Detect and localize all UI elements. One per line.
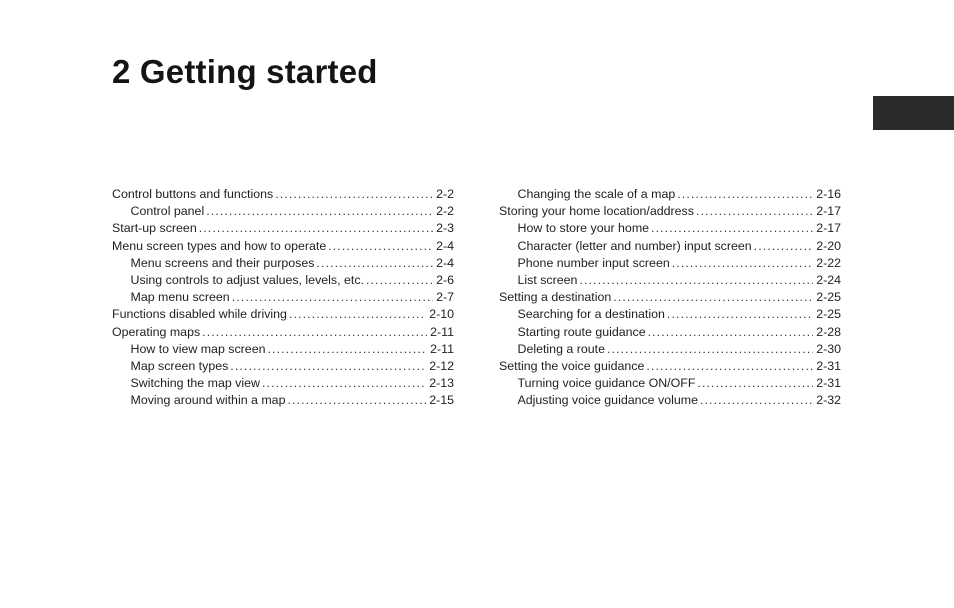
toc-entry[interactable] bbox=[499, 358, 841, 375]
toc-page-number: 2-4 bbox=[436, 238, 454, 253]
dot-leader bbox=[677, 186, 813, 203]
dot-leader bbox=[648, 324, 814, 341]
toc-subentry[interactable] bbox=[499, 375, 841, 392]
toc-subentry[interactable] bbox=[499, 341, 841, 358]
dot-leader bbox=[696, 203, 813, 220]
toc-entry-title: How to view map screen bbox=[130, 341, 266, 356]
toc-subentry[interactable] bbox=[112, 272, 454, 289]
dot-leader bbox=[651, 220, 813, 237]
toc-page-number: 2-28 bbox=[816, 324, 841, 339]
toc-page-number: 2-30 bbox=[816, 341, 841, 356]
toc-subentry[interactable] bbox=[499, 324, 841, 341]
toc-subentry[interactable] bbox=[112, 289, 454, 306]
toc-entry-title: Character (letter and number) input screen bbox=[517, 238, 752, 253]
toc-subentry[interactable] bbox=[112, 203, 454, 220]
toc-subentry[interactable] bbox=[112, 255, 454, 272]
dot-leader bbox=[232, 289, 433, 306]
toc-page-number: 2-11 bbox=[430, 341, 454, 356]
toc-entry-title: Storing your home location/address bbox=[499, 204, 694, 219]
toc-entry-title: Changing the scale of a map bbox=[517, 187, 676, 201]
toc-page-number: 2-6 bbox=[436, 272, 454, 287]
toc-entry-title: Searching for a destination bbox=[517, 307, 665, 322]
toc-subentry[interactable] bbox=[112, 392, 454, 409]
toc-page-number: 2-4 bbox=[436, 255, 454, 270]
toc-page-number: 2-25 bbox=[816, 307, 841, 322]
toc-subentry[interactable] bbox=[112, 341, 454, 358]
dot-leader bbox=[267, 341, 427, 358]
dot-leader bbox=[199, 220, 433, 237]
toc-subentry[interactable] bbox=[499, 220, 841, 237]
toc-subentry[interactable] bbox=[112, 375, 454, 392]
toc-subentry[interactable] bbox=[499, 255, 841, 272]
toc-page-number: 2-31 bbox=[816, 358, 841, 373]
toc-subentry[interactable] bbox=[112, 358, 454, 375]
toc-entry-title: Operating maps bbox=[112, 324, 201, 339]
dot-leader bbox=[607, 341, 813, 358]
toc-entry-title: Menu screens and their purposes bbox=[130, 255, 315, 270]
dot-leader bbox=[672, 255, 813, 272]
toc-entry-title: Control buttons and functions bbox=[112, 187, 274, 201]
toc-page-number: 2-31 bbox=[816, 376, 841, 391]
toc-entry-title: Moving around within a map bbox=[130, 393, 286, 408]
toc-entry-title: Starting route guidance bbox=[517, 324, 646, 339]
toc-page-number: 2-16 bbox=[816, 187, 841, 201]
toc-subentry[interactable] bbox=[499, 306, 841, 323]
dot-leader bbox=[287, 392, 426, 409]
dot-leader bbox=[754, 238, 814, 255]
dot-leader bbox=[613, 289, 813, 306]
dot-leader bbox=[289, 306, 426, 323]
toc-entry-title: List screen bbox=[517, 272, 578, 287]
dot-leader bbox=[579, 272, 813, 289]
toc-entry-title: Setting a destination bbox=[499, 290, 612, 305]
dot-leader bbox=[646, 358, 813, 375]
toc-entry-title: Using controls to adjust values, levels, etc. bbox=[130, 272, 364, 287]
dot-leader bbox=[667, 306, 813, 323]
toc-page-number: 2-12 bbox=[429, 358, 454, 373]
toc-entry[interactable] bbox=[499, 203, 841, 220]
toc-page-number: 2-17 bbox=[816, 204, 841, 219]
dot-leader bbox=[202, 324, 427, 341]
toc-subentry[interactable] bbox=[499, 238, 841, 255]
dot-leader bbox=[275, 186, 433, 203]
toc-entry-title: Map screen types bbox=[130, 358, 229, 373]
toc-page-number: 2-15 bbox=[429, 393, 454, 408]
dot-leader bbox=[328, 238, 433, 255]
toc-page-number: 2-20 bbox=[816, 238, 841, 253]
chapter-title: 2 Getting started bbox=[112, 53, 378, 90]
toc-entry-title: Menu screen types and how to operate bbox=[112, 238, 327, 253]
toc-page-number: 2-2 bbox=[436, 187, 454, 201]
toc-entry-title: How to store your home bbox=[517, 221, 650, 236]
toc-entry-title: Map menu screen bbox=[130, 290, 230, 305]
toc-page-number: 2-17 bbox=[816, 221, 841, 236]
dot-leader bbox=[206, 203, 433, 220]
dot-leader bbox=[262, 375, 426, 392]
toc-entry[interactable] bbox=[112, 306, 454, 323]
toc-entry-title: Phone number input screen bbox=[517, 255, 670, 270]
toc-page-number: 2-32 bbox=[816, 393, 841, 408]
toc-page-number: 2-25 bbox=[816, 290, 841, 305]
toc-page-number: 2-11 bbox=[430, 324, 454, 339]
toc-entry[interactable] bbox=[112, 324, 454, 341]
dot-leader bbox=[697, 375, 813, 392]
toc-page-number: 2-3 bbox=[436, 221, 454, 236]
toc-entry-title: Start-up screen bbox=[112, 221, 197, 236]
toc-page-number: 2-2 bbox=[436, 204, 454, 219]
toc-subentry[interactable] bbox=[499, 186, 841, 203]
toc-page-number: 2-10 bbox=[429, 307, 454, 322]
toc-entry-title: Deleting a route bbox=[517, 341, 605, 356]
toc-entry-title: Turning voice guidance ON/OFF bbox=[517, 376, 696, 391]
chapter-tab-marker bbox=[873, 96, 954, 130]
toc-page-number: 2-24 bbox=[816, 272, 841, 287]
toc-subentry[interactable] bbox=[499, 272, 841, 289]
toc-entry-title: Control panel bbox=[130, 204, 205, 219]
dot-leader bbox=[230, 358, 426, 375]
toc-left-column bbox=[112, 186, 454, 409]
dot-leader bbox=[366, 272, 433, 289]
toc-entry[interactable] bbox=[112, 186, 454, 203]
toc-entry[interactable] bbox=[499, 289, 841, 306]
toc-entry[interactable] bbox=[112, 238, 454, 255]
toc-entry-title: Setting the voice guidance bbox=[499, 358, 645, 373]
toc-right-column bbox=[499, 186, 841, 409]
dot-leader bbox=[700, 392, 813, 409]
toc-page-number: 2-22 bbox=[816, 255, 841, 270]
toc-entry-title: Switching the map view bbox=[130, 376, 260, 391]
toc-entry-title: Adjusting voice guidance volume bbox=[517, 393, 698, 408]
toc-page-number: 2-7 bbox=[436, 290, 454, 305]
toc-entry-title: Functions disabled while driving bbox=[112, 307, 287, 322]
dot-leader bbox=[316, 255, 433, 272]
toc-subentry[interactable] bbox=[499, 392, 841, 409]
toc-page-number: 2-13 bbox=[429, 376, 454, 391]
toc-entry[interactable] bbox=[112, 220, 454, 237]
